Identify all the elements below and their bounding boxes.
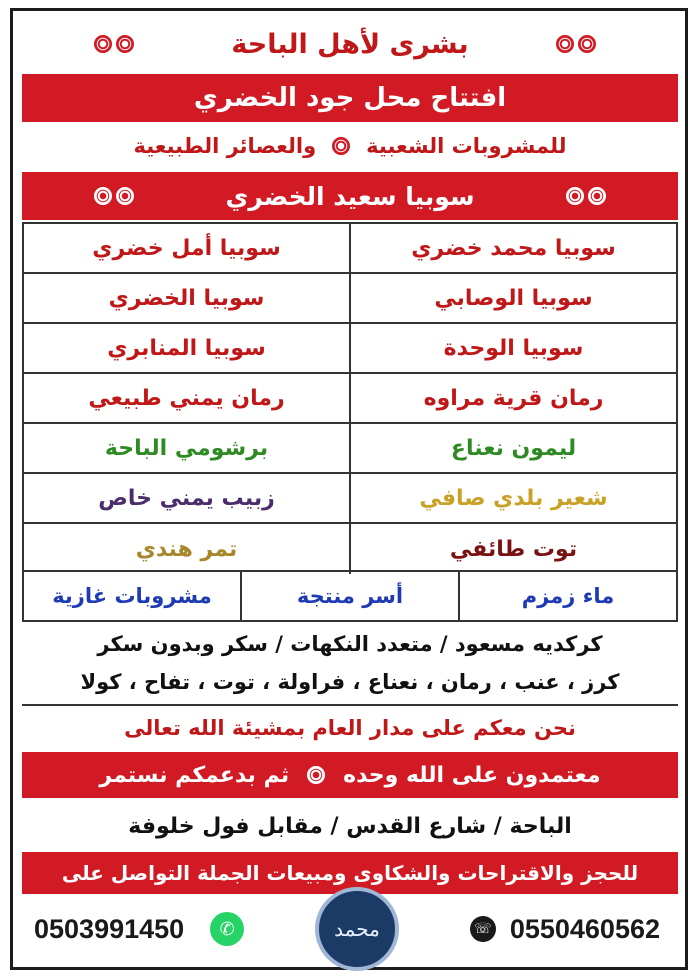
- product-cell: سوبيا محمد خضري: [411, 235, 616, 261]
- contact-note: للحجز والاقتراحات والشكاوى ومبيعات الجملة التواصل على: [61, 861, 639, 885]
- product-row: [24, 474, 676, 524]
- product-cell: ليمون نعناع: [450, 435, 577, 461]
- flower-icon: [94, 187, 112, 205]
- product-row: [24, 324, 676, 374]
- product-row: [24, 424, 676, 474]
- flower-icon: [578, 35, 596, 53]
- product-cell: برشومي الباحة: [24, 424, 351, 472]
- phone-row: [22, 892, 678, 966]
- product-row: [24, 224, 676, 274]
- flavors-text-1: كركديه مسعود / متعدد النكهات / سكر وبدون سكر: [97, 632, 603, 656]
- extra-item: ماء زمزم: [521, 584, 615, 608]
- product-cell: تمر هندي: [24, 524, 351, 574]
- address-row: [22, 802, 678, 850]
- product-cell: رمان قرية مراوه: [423, 385, 604, 411]
- extra-item: أسر منتجة: [242, 572, 460, 620]
- flower-icon: [307, 766, 325, 784]
- motto-band: [22, 752, 678, 798]
- flavors-line-2: [22, 662, 678, 702]
- tagline-row: [22, 122, 678, 170]
- flower-icon: [94, 35, 112, 53]
- opening-band: [22, 74, 678, 122]
- phone-icon[interactable]: ☏: [470, 916, 496, 942]
- year-round-row: [22, 704, 678, 750]
- sobia-title: سوبيا سعيد الخضري: [225, 181, 475, 211]
- product-cell: شعير بلدي صافي: [419, 485, 608, 511]
- flower-icon: [566, 187, 584, 205]
- product-cell: سوبيا المنابري: [24, 324, 351, 372]
- product-cell: توت طائفي: [449, 536, 578, 562]
- product-cell: رمان يمني طبيعي: [24, 374, 351, 422]
- opening-title: افتتاح محل جود الخضري: [193, 83, 507, 113]
- product-grid: [22, 222, 678, 572]
- year-round-text: نحن معكم على مدار العام بمشيئة الله تعالى: [124, 716, 576, 740]
- flavors-line-1: [22, 624, 678, 664]
- extras-row: [22, 572, 678, 622]
- phone-left-group: [34, 912, 244, 946]
- phone-right-group: [470, 914, 660, 945]
- flower-pair-right: [564, 187, 608, 205]
- product-cell: سوبيا الوحدة: [443, 335, 584, 361]
- flower-icon: [332, 137, 350, 155]
- product-cell: سوبيا أمل خضري: [24, 224, 351, 272]
- tagline-left: للمشروبات الشعبية: [366, 134, 567, 158]
- flower-icon: [116, 187, 134, 205]
- flavors-text-2: كرز ، عنب ، رمان ، نعناع ، فراولة ، توت ، تفاح ، كولا: [80, 670, 620, 694]
- flower-icon: [556, 35, 574, 53]
- product-cell: زبيب يمني خاص: [24, 474, 351, 522]
- product-row: [24, 274, 676, 324]
- phone-number-right[interactable]: 0550460562: [509, 913, 660, 944]
- phone-number-left[interactable]: 0503991450: [34, 913, 185, 944]
- flower-icon: [588, 187, 606, 205]
- product-row: [24, 374, 676, 424]
- product-row: [24, 524, 676, 574]
- motto-right: معتمدون على الله وحده: [343, 762, 601, 788]
- tagline-right: والعصائر الطبيعية: [133, 134, 317, 158]
- product-cell: سوبيا الخضري: [24, 274, 351, 322]
- product-cell: سوبيا الوصابي: [434, 285, 593, 311]
- sobia-band: [22, 172, 678, 220]
- motto-left: ثم بدعمكم نستمر: [99, 762, 290, 788]
- medallion-text: محمد: [334, 917, 380, 941]
- address-text: الباحة / شارع القدس / مقابل فول خلوفة: [128, 813, 572, 839]
- headline: بشرى لأهل الباحة: [231, 28, 469, 60]
- flower-icon: [116, 35, 134, 53]
- headline-row: [22, 18, 678, 70]
- medallion-logo: [315, 887, 399, 971]
- flower-pair-left: [92, 35, 136, 53]
- flower-pair-right: [554, 35, 598, 53]
- extra-item: مشروبات غازية: [24, 572, 242, 620]
- flower-pair-left: [92, 187, 136, 205]
- whatsapp-icon[interactable]: ✆: [210, 912, 244, 946]
